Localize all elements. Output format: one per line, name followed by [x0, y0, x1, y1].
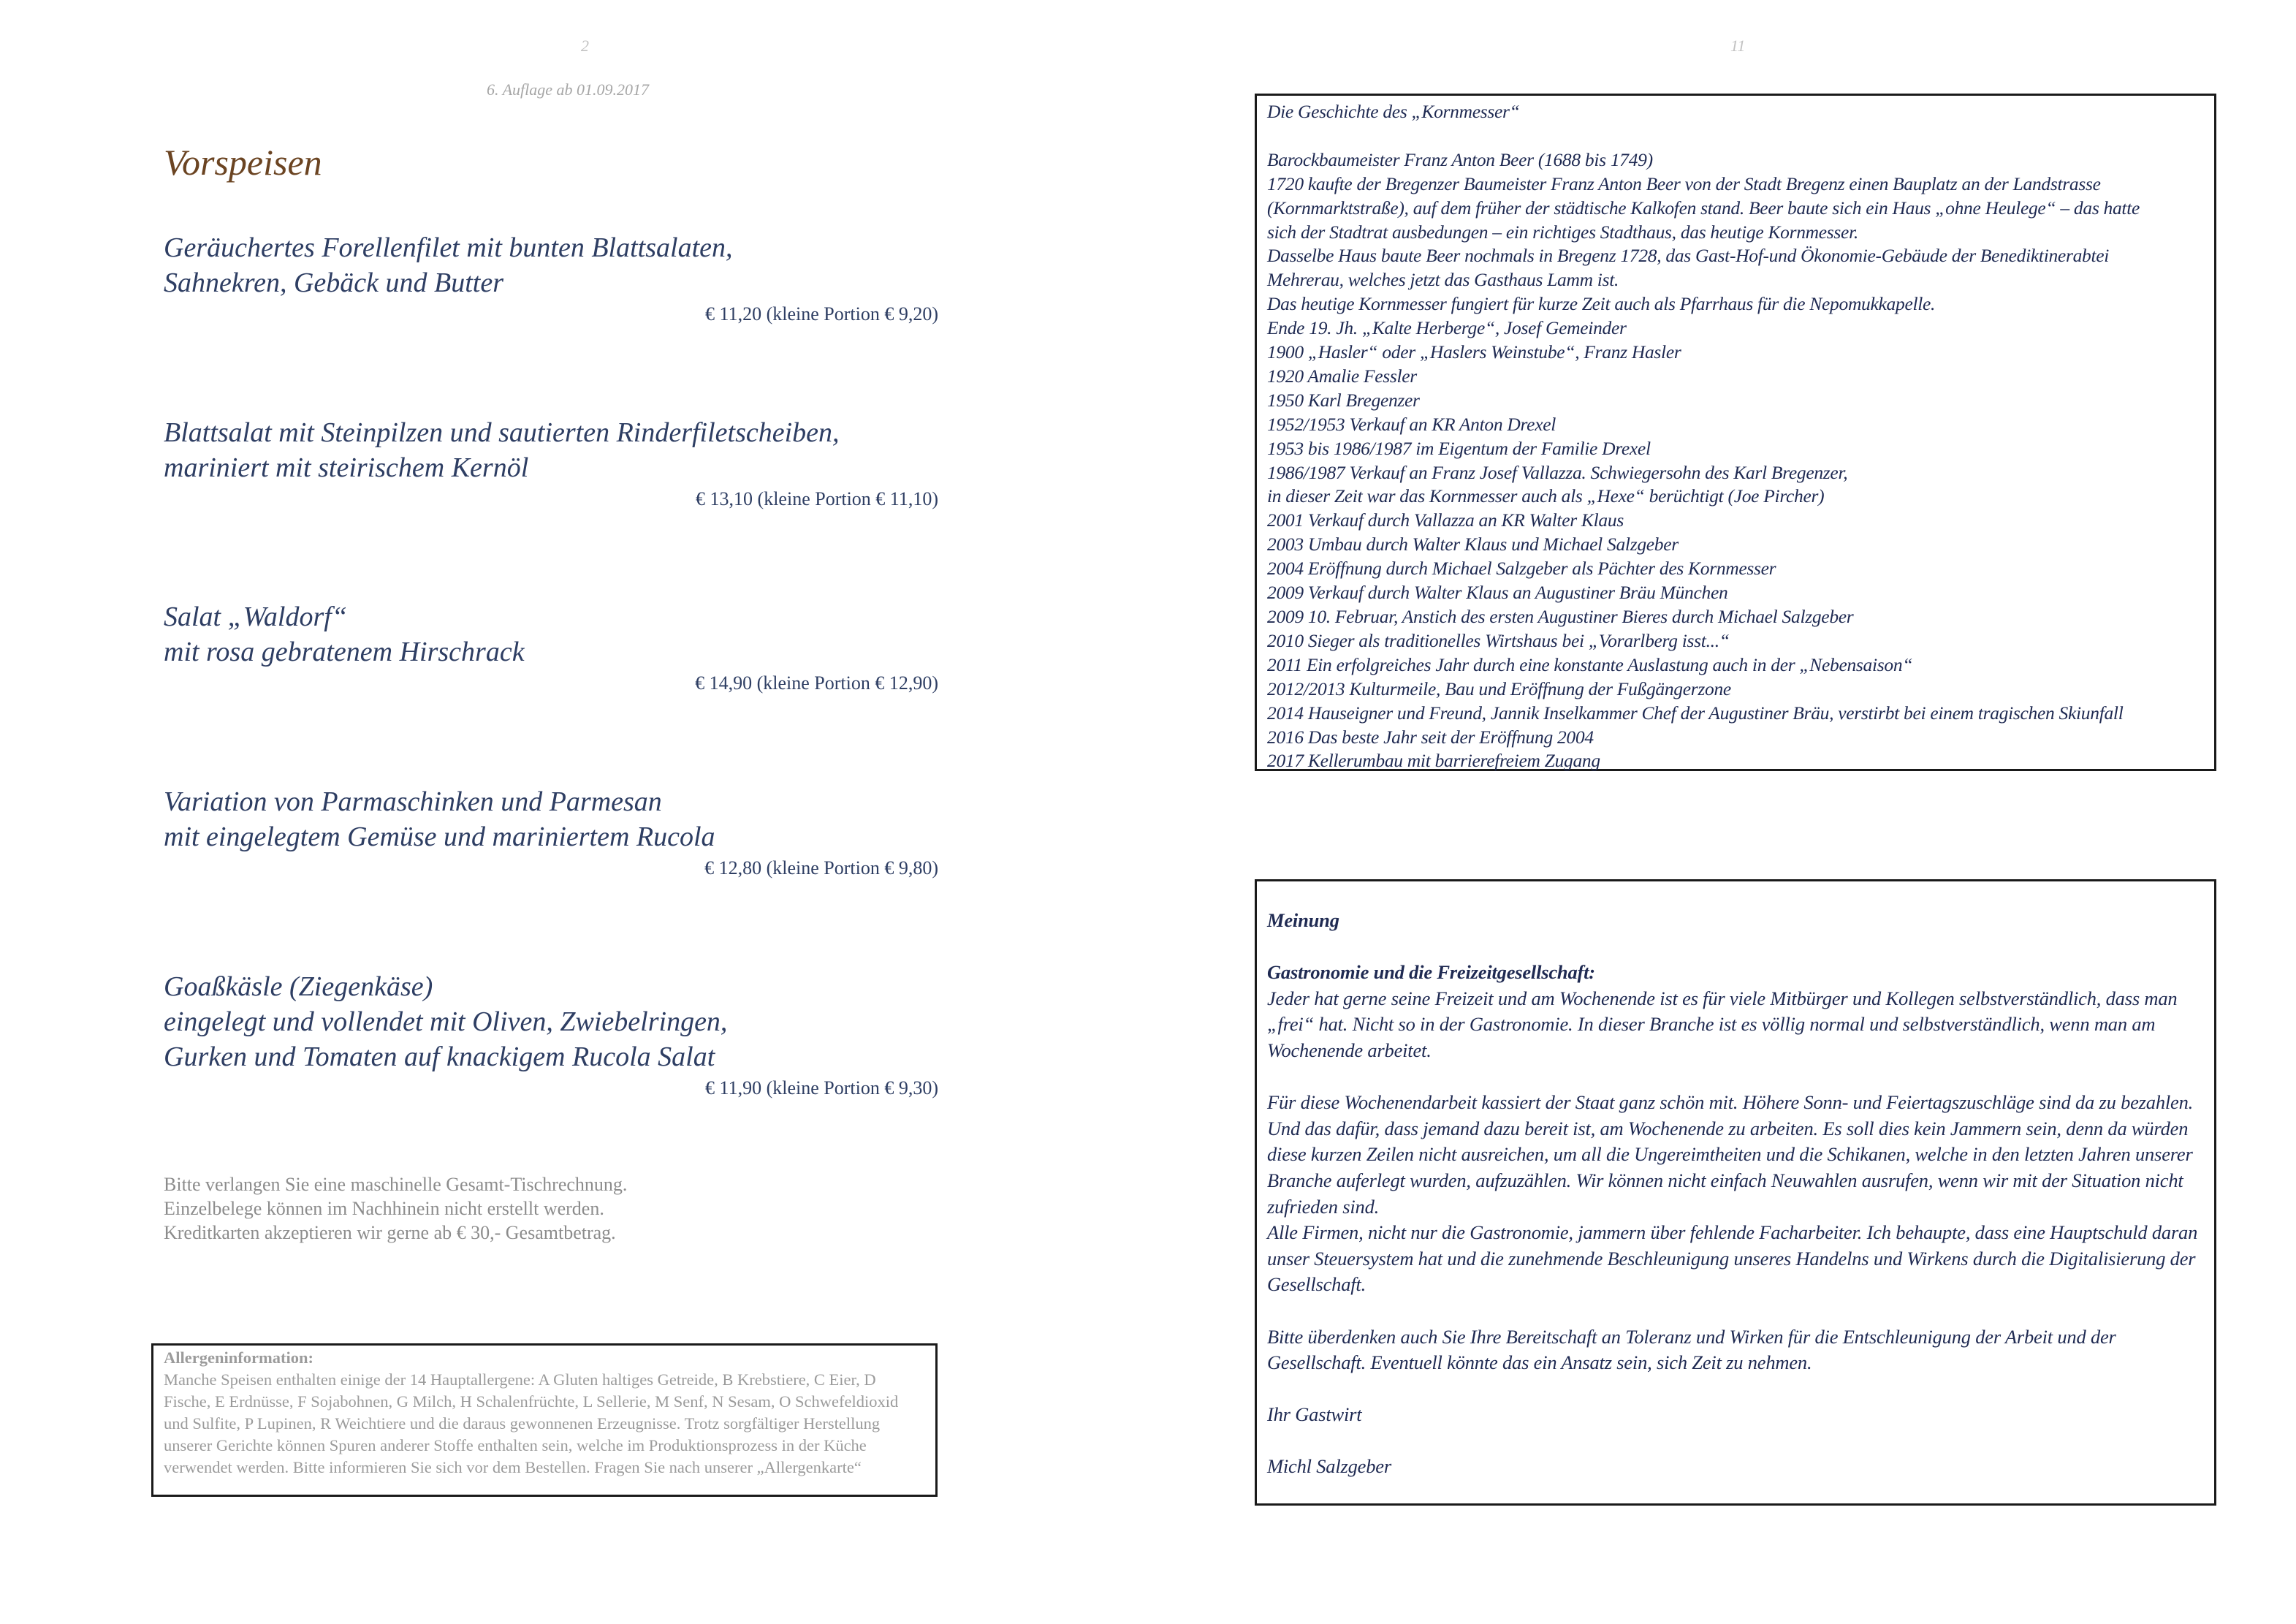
opinion-paragraph: Alle Firmen, nicht nur die Gastronomie, jammern über fehlende Facharbeiter. Ich behaupte, dass eine Hauptschuld daran unser Steuersystem hat und die zunehmende Beschleunigung unseres Handelns und Wirkens durch die Digitalisierung der Gesellschaft.	[1267, 1221, 2198, 1296]
history-line: 2016 Das beste Jahr seit der Eröffnung 2004	[1267, 726, 1594, 748]
history-line: Dasselbe Haus baute Beer nochmals in Bregenz 1728, das Gast-Hof-und Ökonomie-Gebäude der Benediktinerabtei	[1267, 245, 2110, 267]
history-line: 1953 bis 1986/1987 im Eigentum der Familie Drexel	[1267, 437, 1651, 459]
dish-name: Blattsalat mit Steinpilzen und sautierten Rinderfiletscheiben, mariniert mit steirischem Kernöl	[164, 417, 840, 483]
history-line: 2009 Verkauf durch Walter Klaus an Augustiner Bräu München	[1267, 582, 1728, 604]
history-line: 1920 Amalie Fessler	[1267, 365, 1417, 387]
history-line: Mehrerau, welches jetzt das Gasthaus Lamm ist.	[1267, 269, 1619, 291]
dish-price: € 14,90 (kleine Portion € 12,90)	[695, 672, 938, 694]
dish-price: € 11,90 (kleine Portion € 9,30)	[705, 1077, 938, 1099]
allergen-title: Allergeninformation:	[164, 1348, 313, 1367]
opinion-signature: Michl Salzgeber	[1267, 1455, 1391, 1478]
history-line: sich der Stadtrat ausbedungen – ein richtiges Stadthaus, das heutige Kornmesser.	[1267, 221, 1858, 243]
dish-item	[164, 969, 938, 1099]
dish-item	[164, 784, 938, 879]
history-line: 2012/2013 Kulturmeile, Bau und Eröffnung der Fußgängerzone	[1267, 678, 1731, 699]
history-line: 2017 Kellerumbau mit barrierefreiem Zugang	[1267, 750, 1600, 772]
allergen-text: Manche Speisen enthalten einige der 14 Hauptallergene: A Gluten haltiges Getreide, B Krebstiere, C Eier, D Fische, E Erdnüsse, F Sojabohnen, G Milch, H Schalenfrüchte, L Sellerie, M Senf, N Sesam, O Schwefeldioxid und Sulfite, P Lupinen, R Weichtiere und die daraus gewonnenen Erzeugnisse. Trotz sorgfältiger Herstellung unserer Gerichte können Spuren anderer Stoffe enthalten sein, welche im Produktionsprozess in der Küche verwendet werden. Bitte informieren Sie sich vor dem Bestellen. Fragen Sie nach unserer „Allergenkarte“	[164, 1370, 899, 1476]
history-line: 2010 Sieger als traditionelles Wirtshaus bei „Vorarlberg isst...“	[1267, 629, 1730, 651]
edition-note: 6. Auflage ab 01.09.2017	[487, 80, 650, 99]
section-title: Vorspeisen	[164, 142, 322, 183]
opinion-heading: Meinung	[1267, 909, 1339, 931]
payment-notice: Bitte verlangen Sie eine maschinelle Gesamt-Tischrechnung. Einzelbelege können im Nachhinein nicht erstellt werden. Kreditkarten akzeptieren wir gerne ab € 30,- Gesamtbetrag.	[164, 1174, 628, 1243]
page-number-left: 2	[581, 37, 589, 55]
history-line: 1986/1987 Verkauf an Franz Josef Vallazza. Schwiegersohn des Karl Bregenzer,	[1267, 461, 1848, 483]
dish-price: € 11,20 (kleine Portion € 9,20)	[705, 303, 938, 325]
allergen-info-box	[151, 1343, 938, 1497]
dish-price: € 13,10 (kleine Portion € 11,10)	[696, 488, 938, 509]
history-line: 2009 10. Februar, Anstich des ersten Augustiner Bieres durch Michael Salzgeber	[1267, 606, 1854, 628]
page-number-right: 11	[1730, 37, 1746, 55]
opinion-subheading: Gastronomie und die Freizeitgesellschaft:	[1267, 961, 1595, 984]
history-box	[1255, 94, 2216, 771]
history-line: (Kornmarktstraße), auf dem früher der städtische Kalkofen stand. Beer baute sich ein Haus „ohne Heulege“ – das hatte	[1267, 197, 2140, 219]
opinion-closing: Ihr Gastwirt	[1267, 1403, 1362, 1426]
history-line: 2004 Eröffnung durch Michael Salzgeber als Pächter des Kornmesser	[1267, 558, 1776, 580]
dish-price: € 12,80 (kleine Portion € 9,80)	[704, 857, 938, 879]
dish-item	[164, 599, 938, 694]
history-line: 1950 Karl Bregenzer	[1267, 389, 1420, 411]
opinion-paragraph: Jeder hat gerne seine Freizeit und am Wochenende ist es für viele Mitbürger und Kollegen selbstverständlich, dass man „frei“ hat. Nicht so in der Gastronomie. In dieser Branche ist es völlig normal und selbstverständlich, wenn man am Wochenende arbeitet.	[1267, 987, 2178, 1061]
dish-item	[164, 230, 938, 325]
opinion-paragraph: Für diese Wochenendarbeit kassiert der Staat ganz schön mit. Höhere Sonn- und Feiertagszuschläge sind da zu bezahlen. Und das dafür, dass jemand dazu bereit ist, am Wochenende zu arbeiten. Es soll dies kein Jammern sein, denn da würden diese kurzen Zeilen nicht ausreichen, um all die Ungereimtheiten und die Schikanen, welche in den letzten Jahren unserer Branche auferlegt wurden, aufzuzählen. Wir können nicht einfach Neuwahlen ausrufen, wenn wir mit der Situation nicht zufrieden sind.	[1267, 1091, 2194, 1218]
history-line: 2014 Hauseigner und Freund, Jannik Inselkammer Chef der Augustiner Bräu, verstirbt bei einem tragischen Skiunfall	[1267, 702, 2124, 724]
history-line: 1952/1953 Verkauf an KR Anton Drexel	[1267, 413, 1556, 435]
opinion-paragraph: Bitte überdenken auch Sie Ihre Bereitschaft an Toleranz und Wirken für die Entschleunigung der Arbeit und der Gesellschaft. Eventuell könnte das ein Ansatz sein, sich Zeit zu nehmen.	[1267, 1325, 2116, 1374]
history-line: Barockbaumeister Franz Anton Beer (1688 bis 1749)	[1267, 148, 1653, 170]
history-line: 1720 kaufte der Bregenzer Baumeister Franz Anton Beer von der Stadt Bregenz einen Bauplatz an der Landstrasse	[1267, 172, 2101, 194]
history-line: 1900 „Hasler“ oder „Haslers Weinstube“, Franz Hasler	[1267, 341, 1681, 363]
history-line: Ende 19. Jh. „Kalte Herberge“, Josef Gemeinder	[1267, 317, 1627, 339]
history-title: Die Geschichte des „Kornmesser“	[1267, 101, 1520, 122]
dish-name: Geräuchertes Forellenfilet mit bunten Blattsalaten, Sahnekren, Gebäck und Butter	[164, 232, 733, 298]
history-line: 2003 Umbau durch Walter Klaus und Michael Salzgeber	[1267, 534, 1679, 555]
dish-item	[164, 415, 938, 510]
dish-name: Goaßkäsle (Ziegenkäse) eingelegt und vollendet mit Oliven, Zwiebelringen, Gurken und Tomaten auf knackigem Rucola Salat	[164, 971, 728, 1072]
history-line: 2001 Verkauf durch Vallazza an KR Walter Klaus	[1267, 509, 1624, 531]
history-line: Das heutige Kornmesser fungiert für kurze Zeit auch als Pfarrhaus für die Nepomukkapelle.	[1267, 293, 1936, 315]
dish-name: Variation von Parmaschinken und Parmesan mit eingelegtem Gemüse und mariniertem Rucola	[164, 786, 715, 852]
dish-name: Salat „Waldorf“ mit rosa gebratenem Hirschrack	[164, 602, 525, 667]
history-line: in dieser Zeit war das Kornmesser auch als „Hexe“ berüchtigt (Joe Pircher)	[1267, 485, 1825, 507]
opinion-box	[1255, 879, 2216, 1506]
history-line: 2011 Ein erfolgreiches Jahr durch eine konstante Auslastung auch in der „Nebensaison“	[1267, 653, 1913, 675]
